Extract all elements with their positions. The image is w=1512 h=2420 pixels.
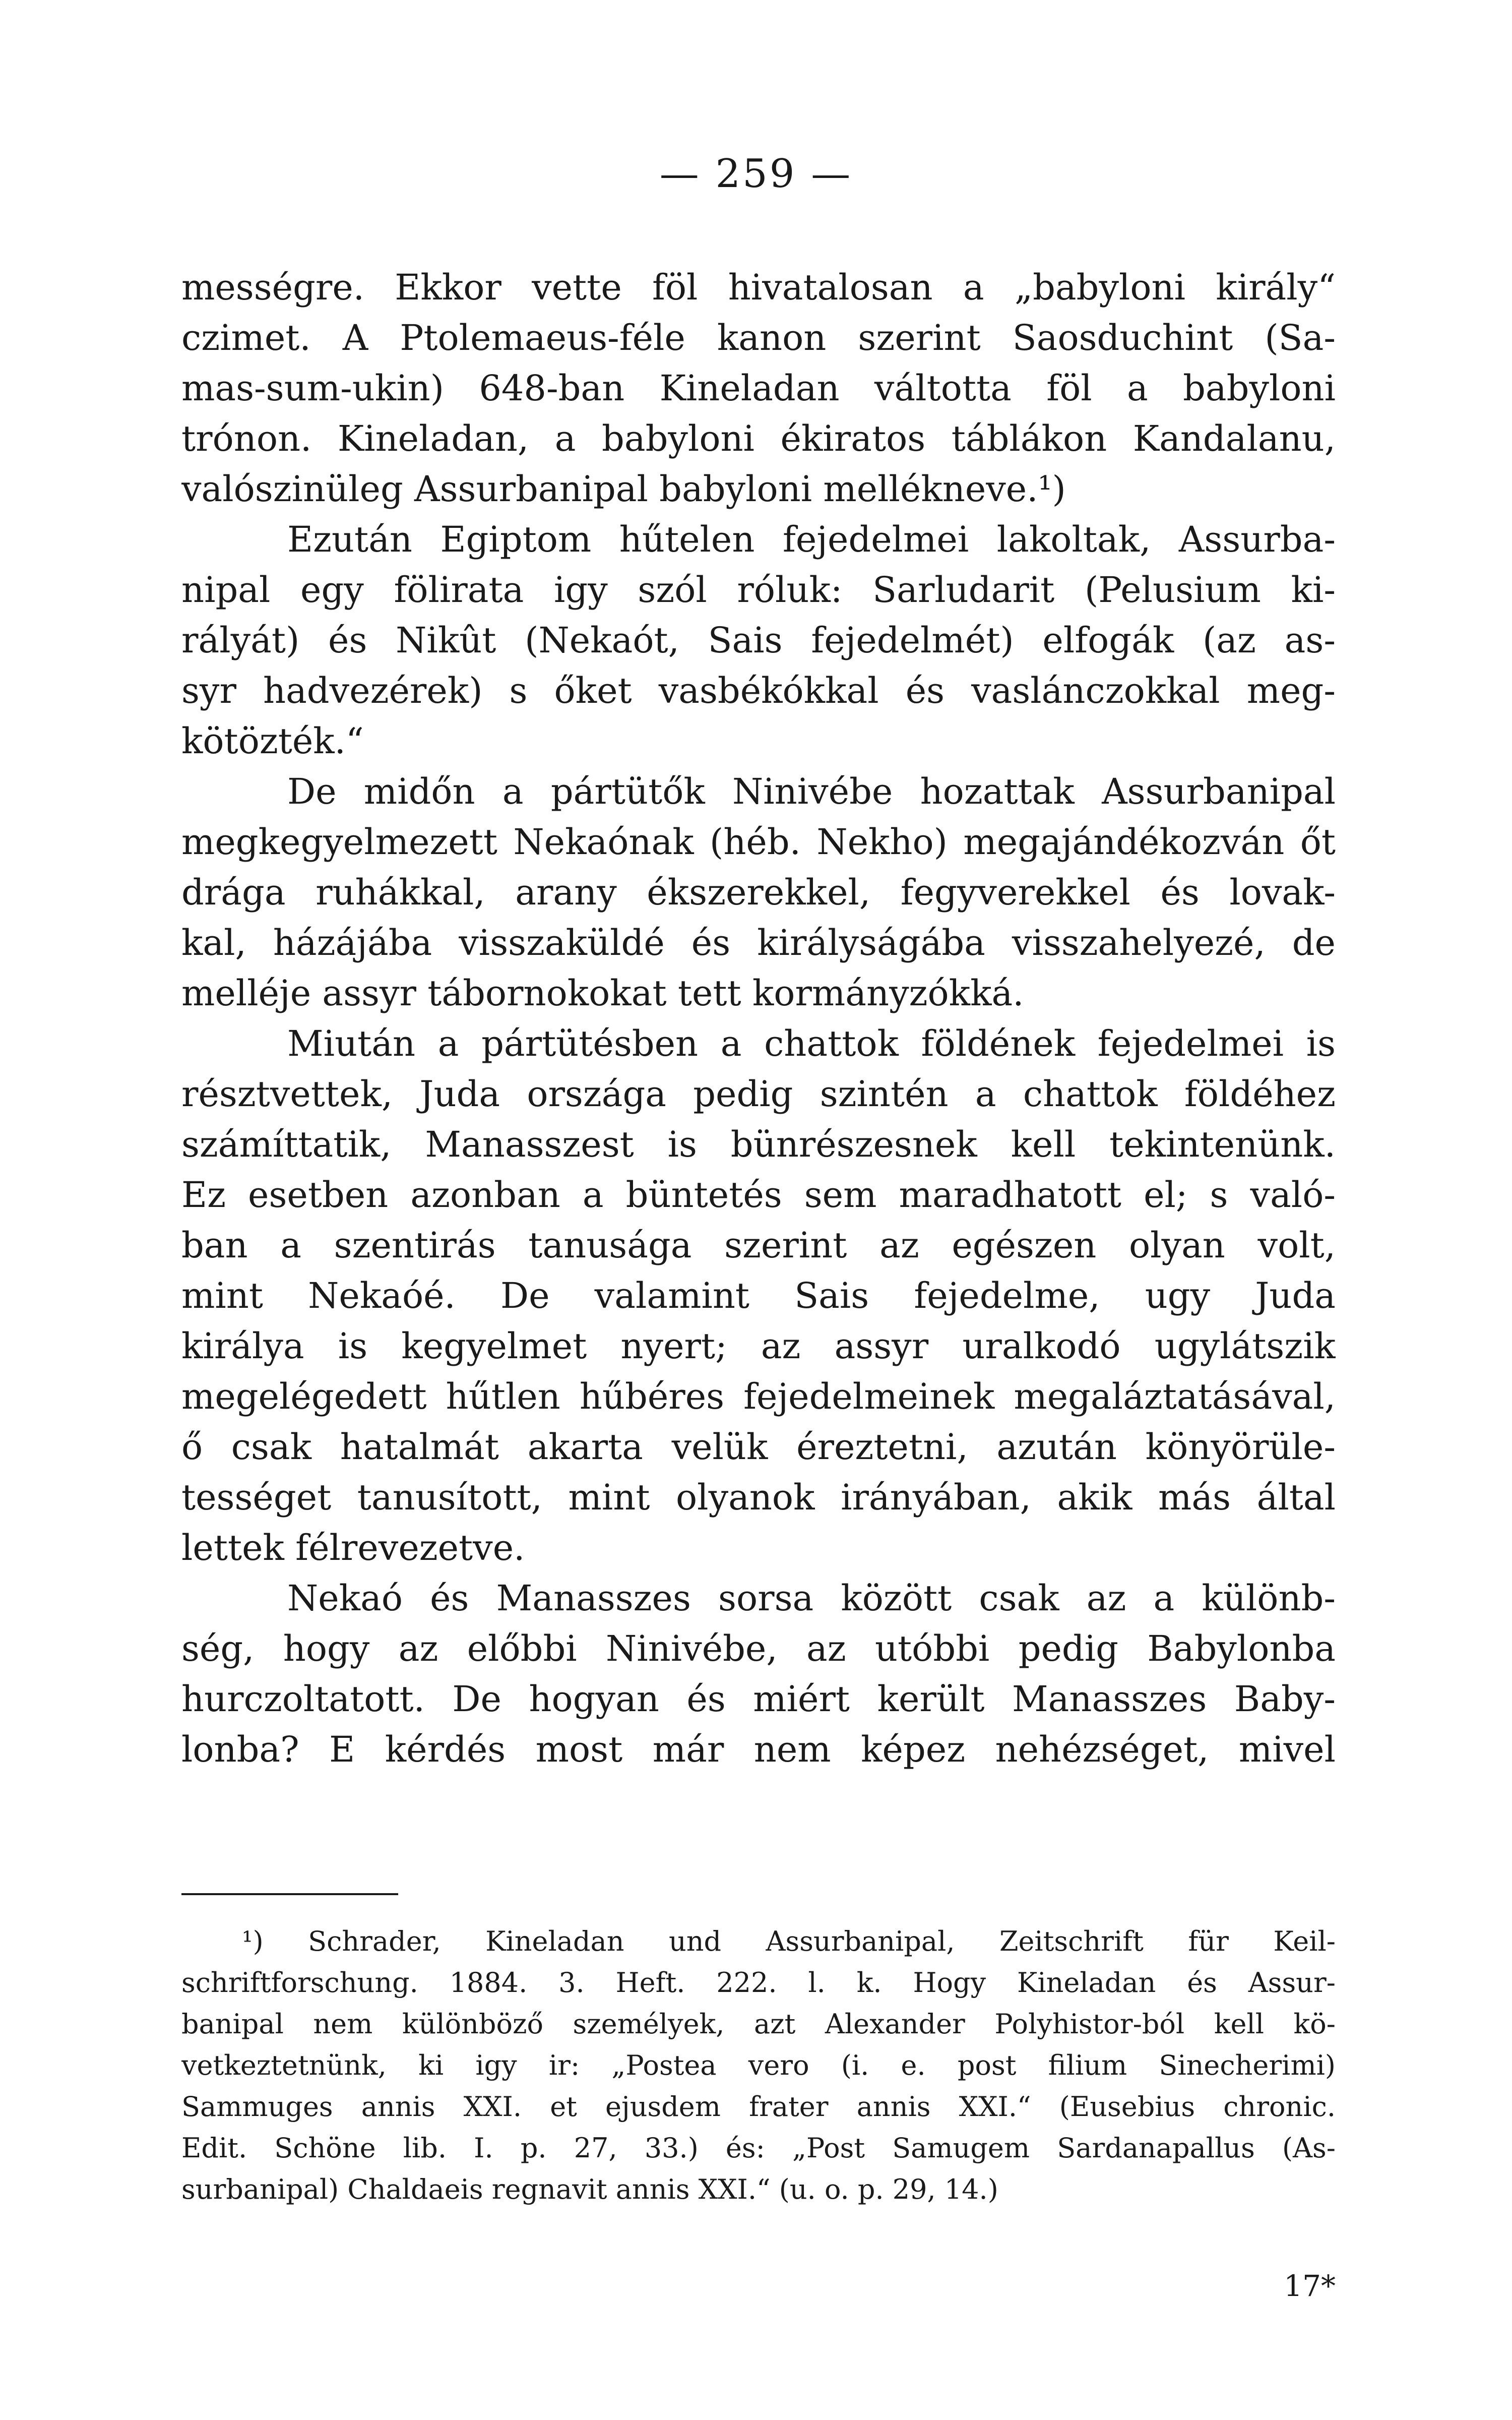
text-line: syr hadvezérek) s őket vasbékókkal és vaslánczokkal meg- <box>181 670 1336 711</box>
text-line: számíttatik, Manasszest is bünrészesnek kell tekintenünk. <box>181 1124 1336 1165</box>
text-line: hurczoltatott. De hogyan és miért került Manasszes Baby- <box>181 1678 1336 1720</box>
text-line: lettek félrevezetve. <box>181 1527 525 1568</box>
footnotes <box>181 1921 1336 2210</box>
text-line: De midőn a pártütők Ninivébe hozattak Assurbanipal <box>287 771 1336 812</box>
text-line: megelégedett hűtlen hűbéres fejedelmeinek megaláztatásával, <box>181 1376 1336 1417</box>
text-line: résztvettek, Juda országa pedig szintén a chattok földéhez <box>181 1073 1336 1115</box>
text-line: kal, házájába visszaküldé és királyságába visszahelyezé, de <box>181 922 1336 963</box>
footnote-line: banipal nem különböző személyek, azt Alexander Polyhistor-ból kell kö- <box>181 2008 1336 2040</box>
text-line: Ez esetben azonban a büntetés sem maradhatott el; s való- <box>181 1174 1336 1216</box>
text-line: melléje assyr tábornokokat tett kormányzókká. <box>181 973 1024 1014</box>
body-text <box>181 262 1336 1775</box>
text-line: mint Nekaóé. De valamint Sais fejedelme, ugy Juda <box>181 1275 1336 1316</box>
text-line: valószinüleg Assurbanipal babyloni mellékneve.¹) <box>181 468 1066 510</box>
text-line: czimet. A Ptolemaeus-féle kanon szerint Saosduchint (Sa- <box>181 317 1336 358</box>
text-line: kötözték.“ <box>181 720 364 762</box>
text-line: ség, hogy az előbbi Ninivébe, az utóbbi pedig Babylonba <box>181 1628 1336 1669</box>
text-line: mességre. Ekkor vette föl hivatalosan a „babyloni király“ <box>181 267 1336 308</box>
footnote-line: Edit. Schöne lib. I. p. 27, 33.) és: „Post Samugem Sardanapallus (As- <box>181 2132 1336 2164</box>
text-line: lonba? E kérdés most már nem képez nehézséget, mivel <box>181 1729 1336 1770</box>
page-number: — 259 — <box>659 151 853 197</box>
text-line: nipal egy fölirata igy szól róluk: Sarludarit (Pelusium ki- <box>181 569 1336 611</box>
text-line: drága ruhákkal, arany ékszerekkel, fegyverekkel és lovak- <box>181 872 1336 913</box>
text-line: mas-sum-ukin) 648-ban Kineladan váltotta föl a babyloni <box>181 368 1336 409</box>
footnote-line: vetkeztetnünk, ki igy ir: „Postea vero (i. e. post filium Sinecherimi) <box>181 2049 1336 2081</box>
footnote-line: Sammuges annis XXI. et ejusdem frater annis XXI.“ (Eusebius chronic. <box>181 2091 1336 2123</box>
footnote-line: ¹) Schrader, Kineladan und Assurbanipal, Zeitschrift für Keil- <box>242 1925 1336 1957</box>
footnote-line: surbanipal) Chaldaeis regnavit annis XXI.“ (u. o. p. 29, 14.) <box>181 2173 998 2205</box>
footnote-line: schriftforschung. 1884. 3. Heft. 222. l. k. Hogy Kineladan és Assur- <box>181 1967 1336 1999</box>
text-line: Nekaó és Manasszes sorsa között csak az a különb- <box>287 1578 1336 1619</box>
text-line: Ezután Egiptom hűtelen fejedelmei lakoltak, Assurba- <box>287 519 1336 560</box>
text-line: ő csak hatalmát akarta velük éreztetni, azután könyörüle- <box>181 1426 1336 1468</box>
text-line: ban a szentirás tanusága szerint az egészen olyan volt, <box>181 1225 1336 1266</box>
signature-mark: 17* <box>1284 2269 1336 2303</box>
text-line: tességet tanusított, mint olyanok irányában, akik más által <box>181 1477 1336 1518</box>
text-line: megkegyelmezett Nekaónak (héb. Nekho) megajándékozván őt <box>181 821 1336 863</box>
text-line: rályát) és Nikût (Nekaót, Sais fejedelmét) elfogák (az as- <box>181 620 1336 661</box>
text-line: királya is kegyelmet nyert; az assyr uralkodó ugylátszik <box>181 1325 1336 1367</box>
text-line: trónon. Kineladan, a babyloni ékiratos táblákon Kandalanu, <box>181 418 1336 459</box>
text-line: Miután a pártütésben a chattok földének fejedelmei is <box>287 1023 1336 1064</box>
footnote-divider <box>181 1893 398 1895</box>
